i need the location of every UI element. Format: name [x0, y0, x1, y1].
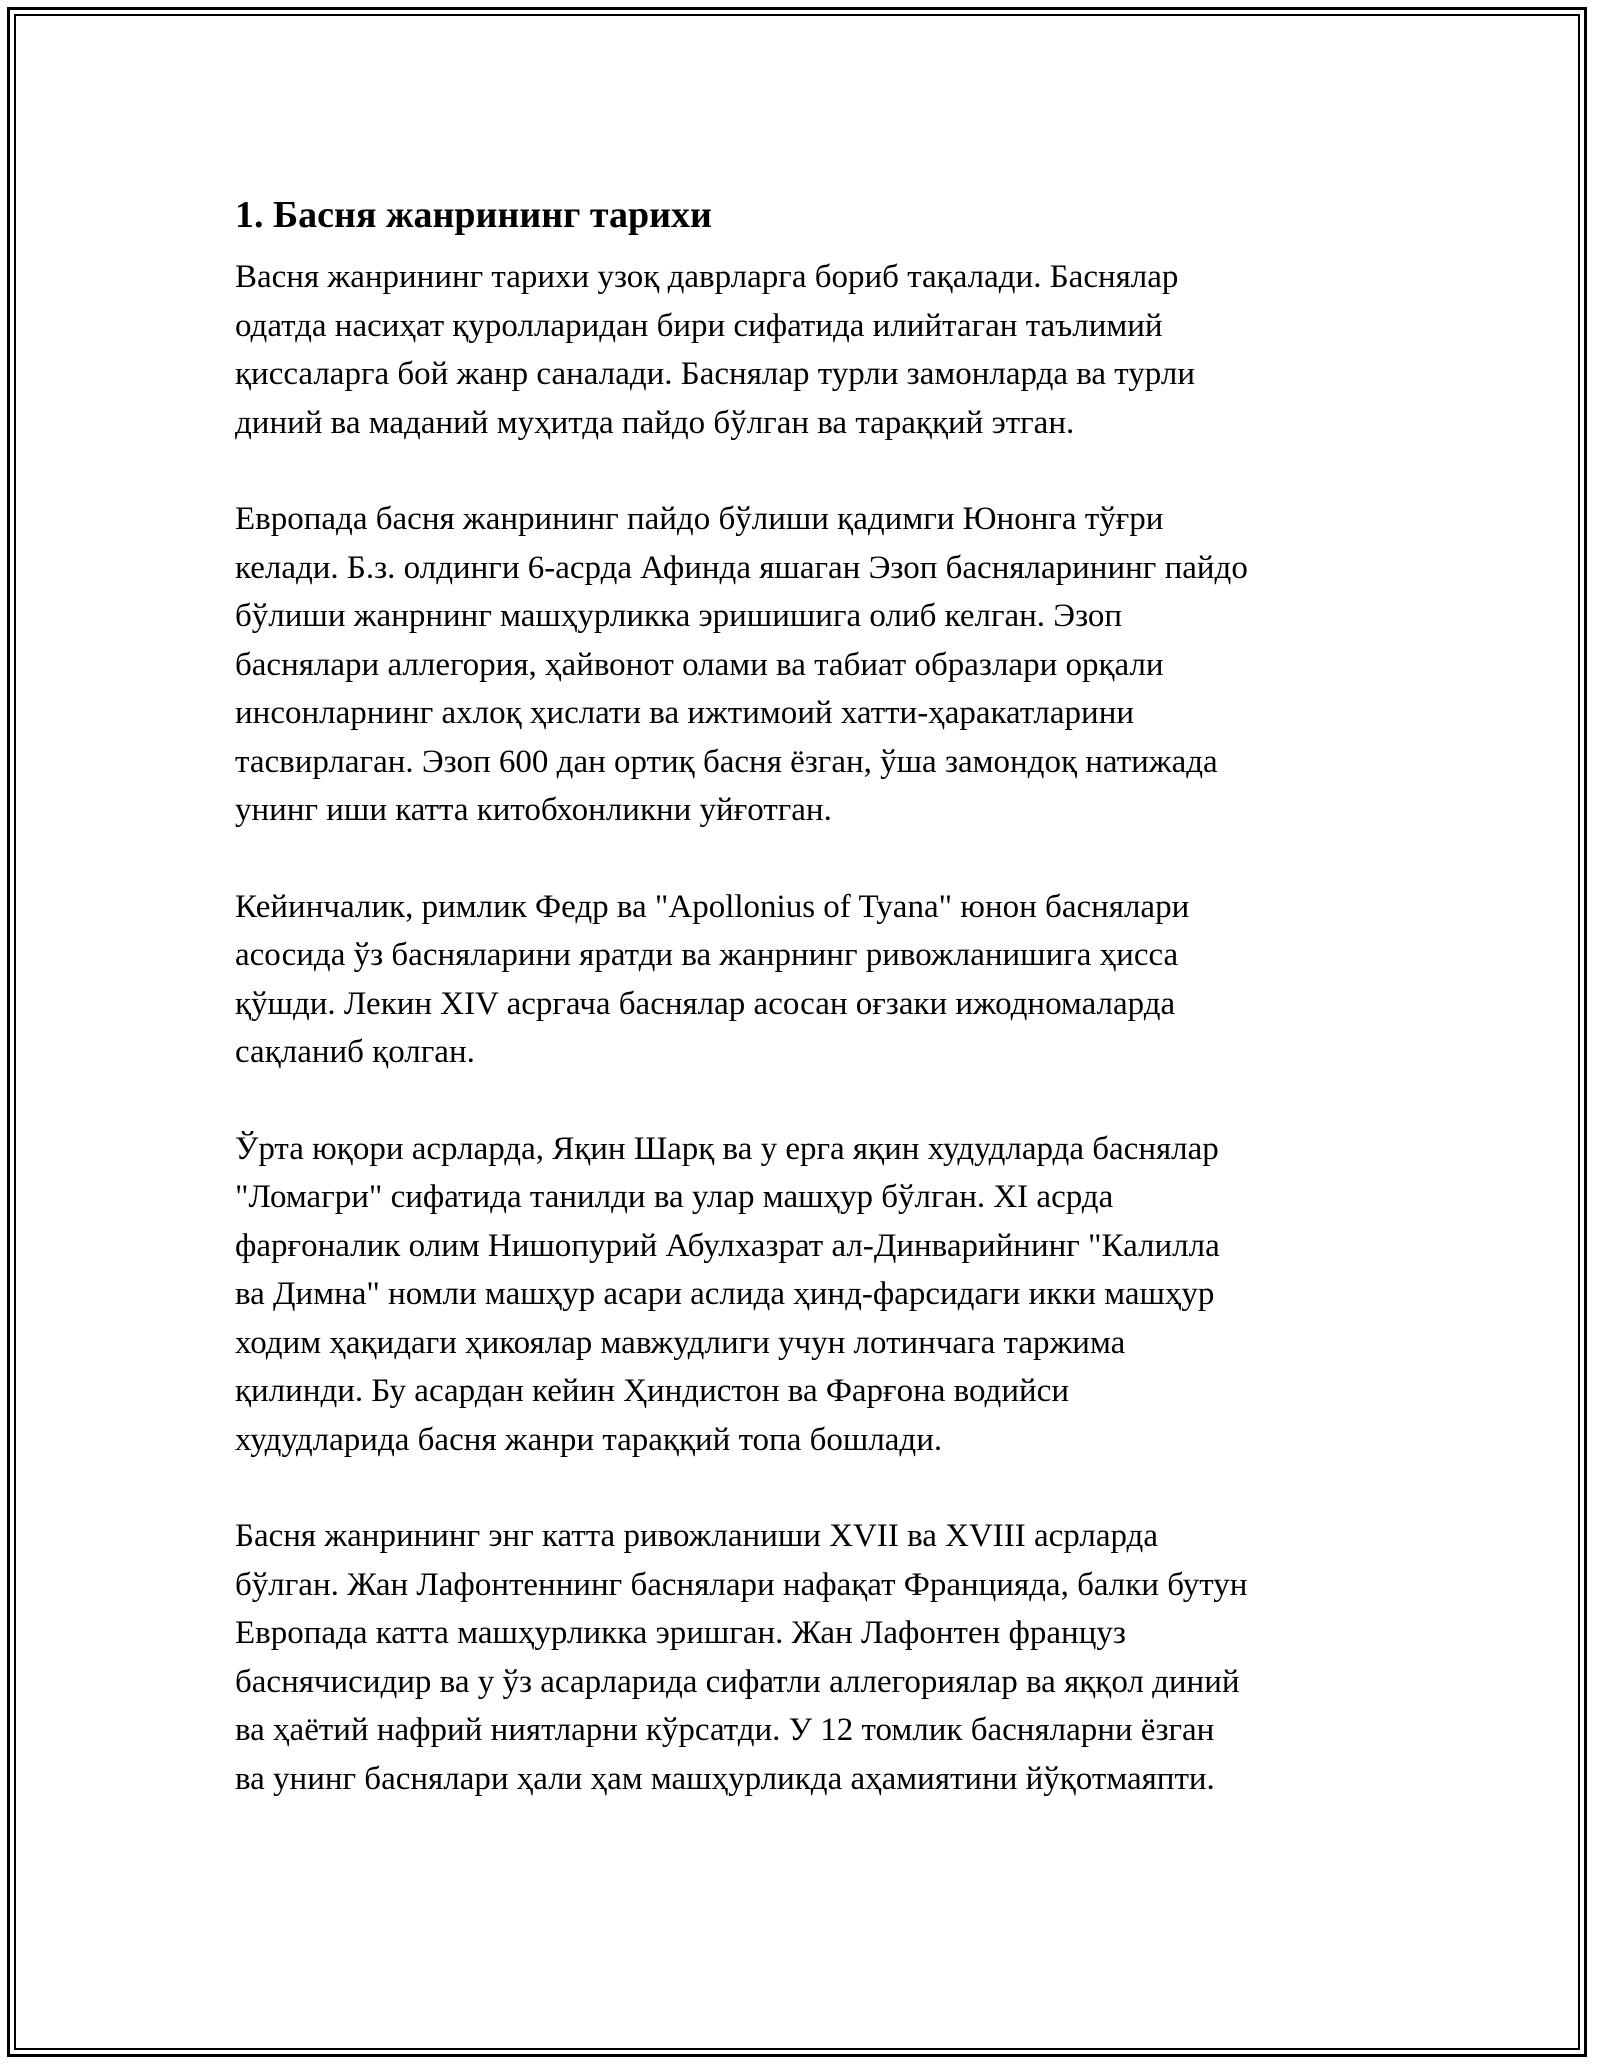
text-line: қилинди. Бу асардан кейин Ҳиндистон ва Фарғона водийси	[235, 1373, 1069, 1409]
paragraph	[235, 1512, 1375, 1803]
text-line: Басня жанрининг энг катта ривожланиши XVII ва XVIII асрларда	[235, 1518, 1158, 1554]
paragraphs-container	[235, 253, 1375, 1803]
paragraph	[235, 883, 1375, 1077]
text-line: унинг иши катта китобхонликни уйғотган.	[235, 792, 832, 828]
text-line: бўлиши жанрнинг машҳурликка эришишига олиб келган. Эзоп	[235, 598, 1123, 634]
paragraph	[235, 1125, 1375, 1465]
section-heading: 1. Басня жанрининг тарихи	[235, 194, 712, 236]
text-line: қўшди. Лекин XIV асргача баснялар асосан оғзаки ижодномаларда	[235, 985, 1176, 1022]
text-line: тасвирлаган. Эзоп 600 дан ортиқ басня ёзган, ўша замондоқ натижада	[235, 743, 1218, 780]
text-line: Ўрта юқори асрларда, Яқин Шарқ ва у ерга яқин худудларда баснялар	[235, 1130, 1219, 1167]
text-line: Европада басня жанрининг пайдо бўлиши қадимги Юнонга тўғри	[235, 501, 1164, 537]
text-line: одатда насиҳат қуролларидан бири сифатида илийтаган таълимий	[235, 307, 1163, 344]
paragraph	[235, 253, 1375, 447]
text-line: сақланиб қолган.	[235, 1034, 475, 1070]
text-line: ва Димна" номли машҳур асари аслида ҳинд-фарсидаги икки машҳур	[235, 1276, 1215, 1312]
text-line: баснячисидир ва у ўз асарларида сифатли аллегориялар ва яққол диний	[235, 1663, 1240, 1700]
text-line: ходим ҳақидаги ҳикоялар мавжудлиги учун лотинчага таржима	[235, 1324, 1126, 1361]
paragraph	[235, 495, 1375, 835]
text-line: келади. Б.з. олдинги 6-асрда Афинда яшаган Эзоп басняларининг пайдо	[235, 549, 1248, 586]
text-line: қиссаларга бой жанр саналади. Баснялар турли замонларда ва турли	[235, 356, 1195, 392]
text-line: "Ломагри" сифатида танилди ва улар машҳур бўлган. XI асрда	[235, 1179, 1114, 1215]
text-line: баснялари аллегория, ҳайвонот олами ва табиат образлари орқали	[235, 646, 1164, 683]
document-body	[235, 185, 1375, 1851]
text-line: диний ва маданий муҳитда пайдо бўлган ва тараққий этган.	[235, 404, 1075, 441]
text-line: фарғоналик олим Нишопурий Абулхазрат ал-Динварийнинг "Калилла	[235, 1227, 1220, 1264]
text-line: бўлган. Жан Лафонтеннинг баснялари нафақат Францияда, балки бутун	[235, 1566, 1248, 1603]
text-line: Васня жанрининг тарихи узоқ даврларга бориб тақалади. Баснялар	[235, 259, 1179, 295]
text-line: инсонларнинг ахлоқ ҳислати ва ижтимоий хатти-ҳаракатларини	[235, 695, 1135, 731]
text-line: асосида ўз басняларини яратди ва жанрнинг ривожланишига ҳисса	[235, 937, 1179, 973]
text-line: худудларида басня жанри тараққий топа бошлади.	[235, 1421, 943, 1458]
text-line: Кейинчалик, римлик Федр ва "Apollonius of Tyana" юнон баснялари	[235, 888, 1190, 925]
text-line: ва ҳаётий нафрий ниятларни кўрсатди. У 12 томлик басняларни ёзган	[235, 1712, 1215, 1748]
text-line: ва унинг баснялари ҳали ҳам машҳурликда аҳамиятини йўқотмаяпти.	[235, 1760, 1215, 1797]
text-line: Европада катта машҳурликка эришган. Жан Лафонтен француз	[235, 1615, 1126, 1651]
